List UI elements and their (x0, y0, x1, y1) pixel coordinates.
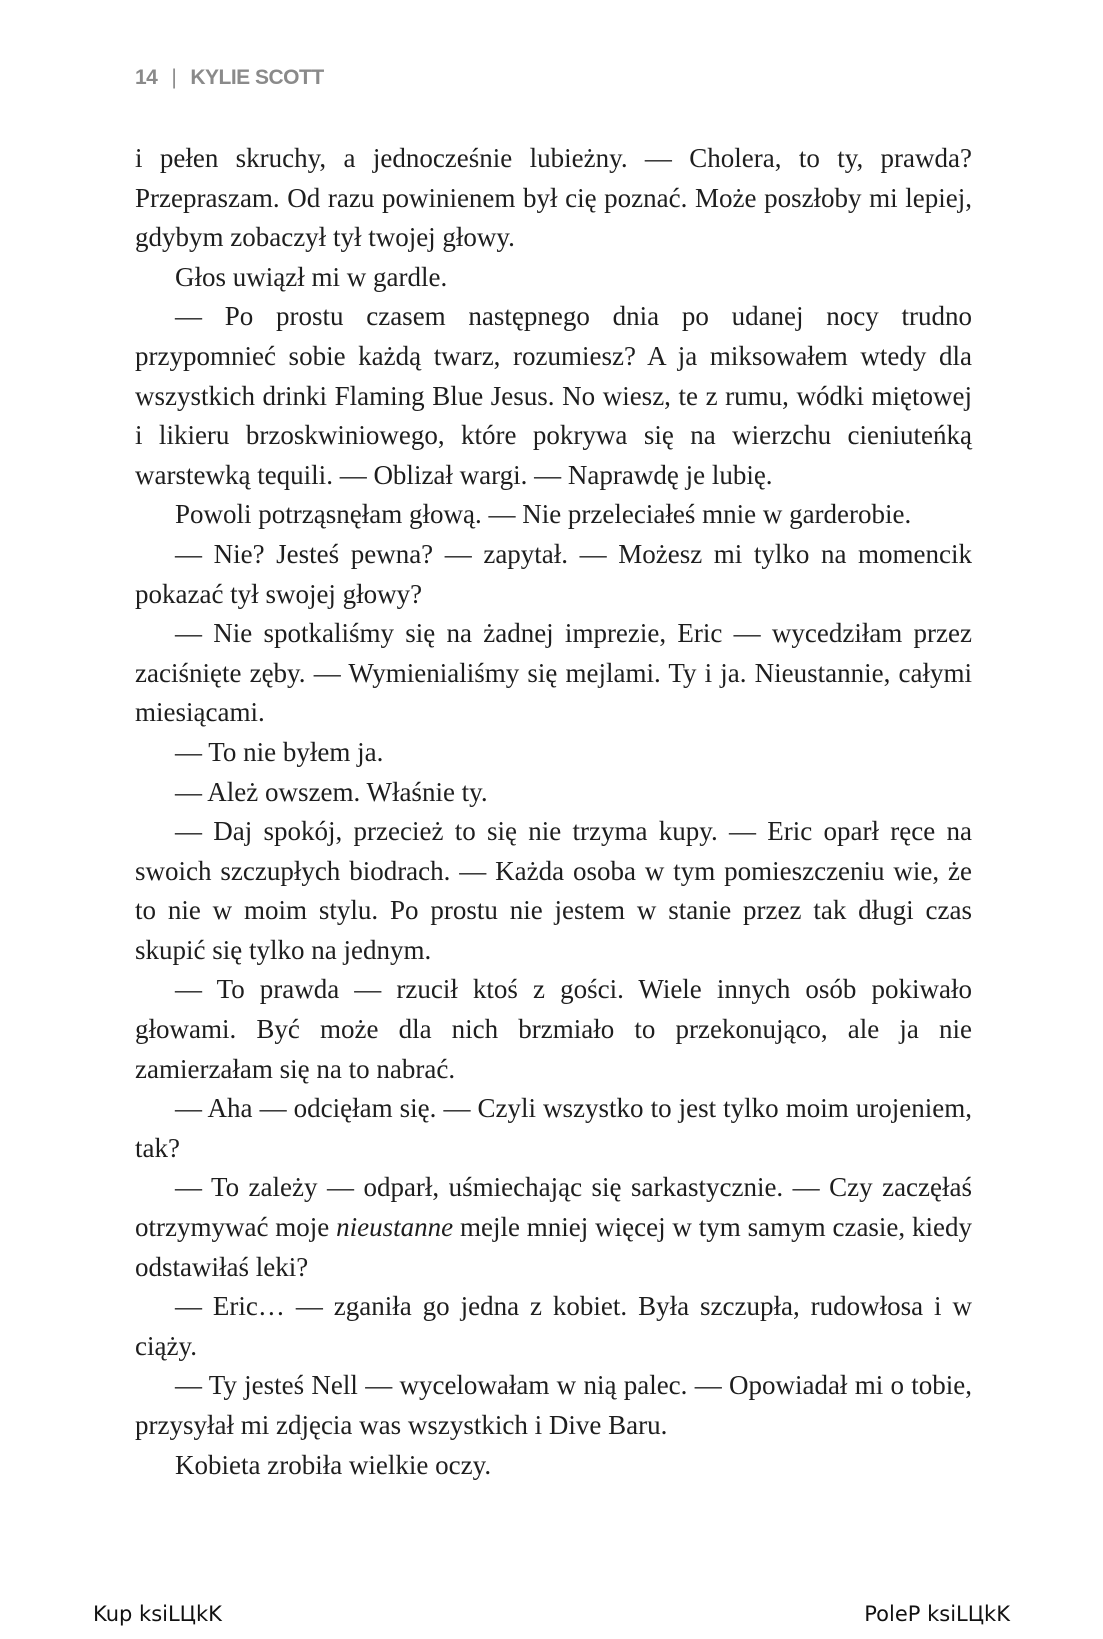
paragraph-with-emphasis (135, 1168, 972, 1287)
recommend-book-link[interactable]: PoleP ksiLЦkK (864, 1602, 1010, 1626)
paragraph-text-after: mejle mniej więcej w tym samym czasie, kiedy odstawiłaś leki? (135, 1212, 973, 1282)
paragraph: — Ależ owszem. Właśnie ty. (175, 776, 488, 807)
paragraph: — Nie spotkaliśmy się na żadnej imprezie, Eric — wycedziłam przez zaciśnięte zęby. — Wymienialiśmy się mejlami. Ty i ja. Nieustannie, całymi miesiącami. (135, 618, 972, 728)
paragraph: — Daj spokój, przecież to się nie trzyma kupy. — Eric oparł ręce na swoich szczupłych biodrach. — Każda osoba w tym pomieszczeniu wie, że to nie w moim stylu. Po prostu nie jestem w stanie przez tak długi czas skupić się tylko na jednym. (135, 816, 972, 965)
emphasized-word: nieustanne (336, 1212, 454, 1243)
paragraph-text-before: — To zależy — odparł, uśmiechając się sarkastycznie. — Czy zaczęłaś otrzymywać moje (135, 1172, 972, 1243)
paragraph: Kobieta zrobiła wielkie oczy. (175, 1449, 492, 1480)
buy-book-link[interactable]: Kup ksiLЦkK (93, 1602, 222, 1626)
paragraph: — Nie? Jesteś pewna? — zapytał. — Możesz mi tylko na momencik pokazać tył swojej głowy? (135, 538, 972, 609)
paragraph: — Aha — odcięłam się. — Czyli wszystko to jest tylko moim urojeniem, tak? (135, 1093, 972, 1163)
paragraph: Głos uwiązł mi w gardle. (175, 261, 448, 292)
paragraph: i pełen skruchy, a jednocześnie lubieżny. — Cholera, to ty, prawda? Przepraszam. Od razu powinienem był cię poznać. Może poszłoby mi lepiej, gdybym zobaczył tył twojej głowy. (135, 143, 972, 253)
header-separator: | (171, 66, 177, 89)
paragraph: — To prawda — rzucił ktoś z gości. Wiele innych osób pokiwało głowami. Być może dla nich brzmiało to przekonująco, ale ja nie zamierzałam się na to nabrać. (135, 974, 972, 1084)
author-name: KYLIE SCOTT (190, 66, 324, 89)
paragraph: — Ty jesteś Nell — wycelowałam w nią palec. — Opowiadał mi o tobie, przysyłał mi zdjęcia was wszystkich i Dive Baru. (135, 1370, 972, 1440)
book-text (135, 139, 972, 1485)
paragraph: — Eric… — zganiła go jedna z kobiet. Była szczupła, rudowłosa i w ciąży. (135, 1291, 972, 1361)
page-number: 14 (135, 66, 158, 89)
paragraph: — To nie byłem ja. (175, 736, 384, 767)
paragraph: — Po prostu czasem następnego dnia po udanej nocy trudno przypomnieć sobie każdą twarz, rozumiesz? A ja miksowałem wtedy dla wszystkich drinki Flaming Blue Jesus. No wiesz, te z rumu, wódki miętowej i likieru brzoskwiniowego, które pokrywa się na wierzchu cieniuteńką warstewką tequili. — Oblizał wargi. — Naprawdę je lubię. (135, 301, 972, 490)
paragraph: Powoli potrząsnęłam głową. — Nie przeleciałeś mnie w garderobie. (175, 499, 912, 530)
running-head (135, 66, 324, 90)
